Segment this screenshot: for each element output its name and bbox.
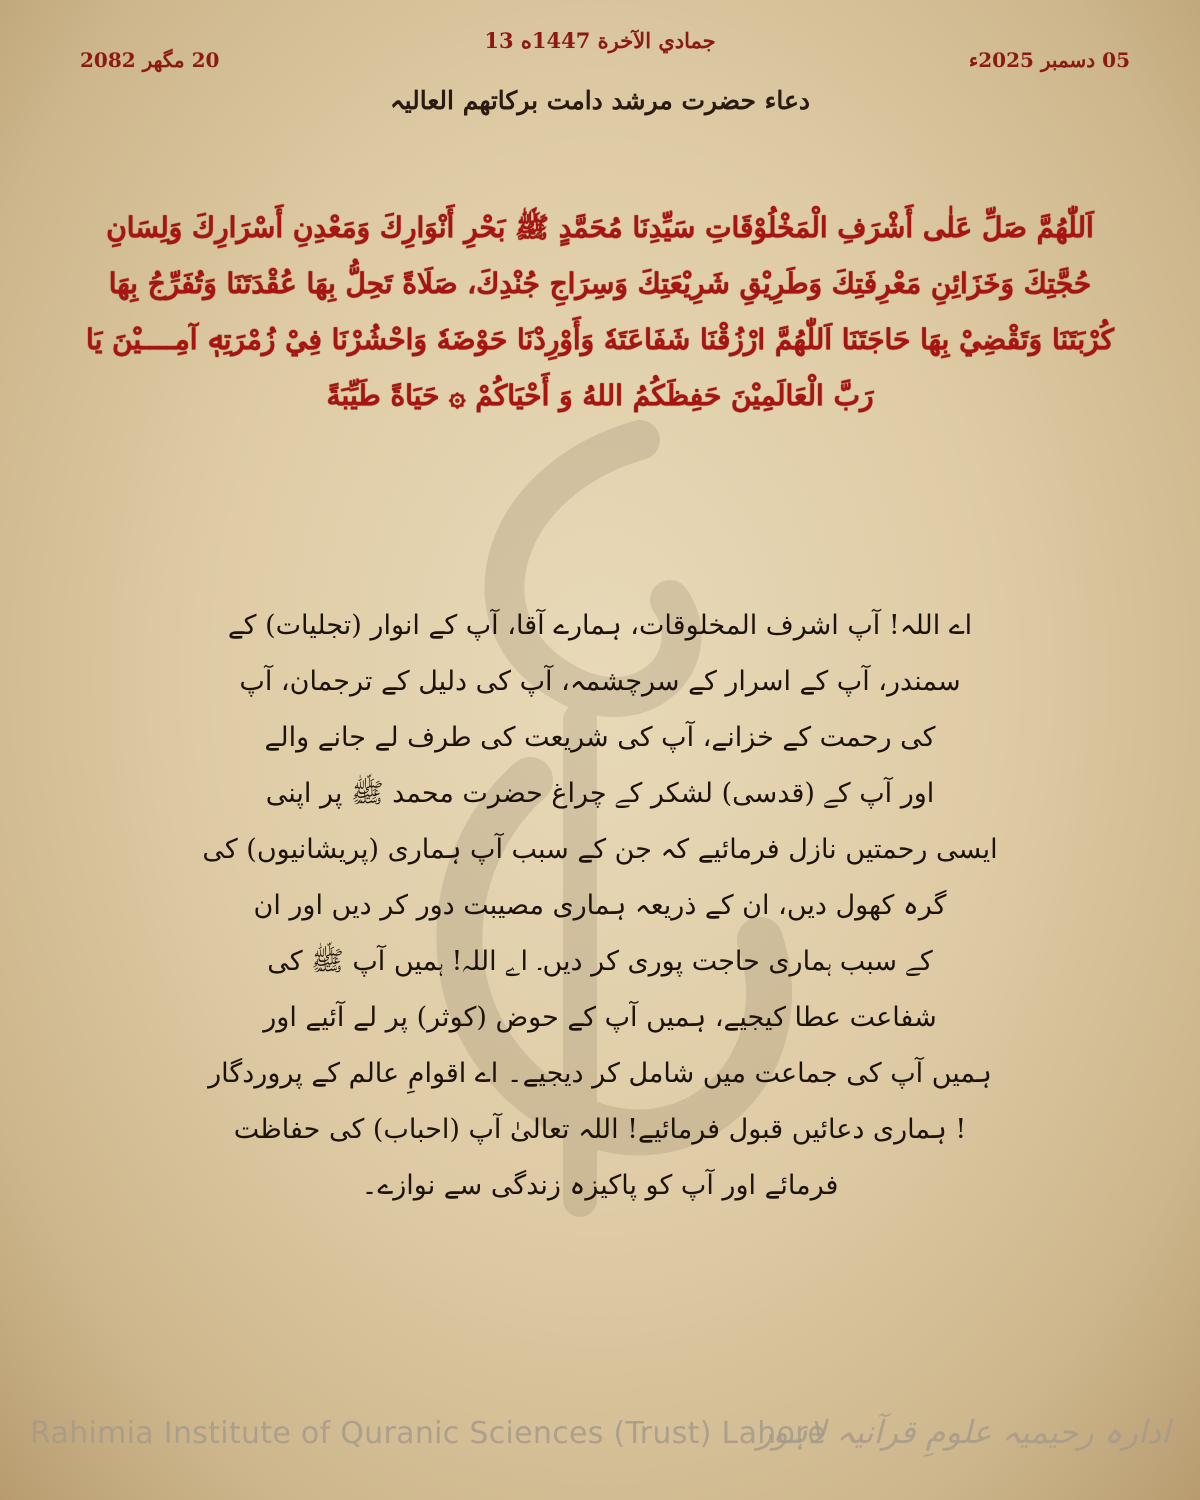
page-title: دعاء حضرت مرشد دامت برکاتھم العالیہ bbox=[389, 86, 811, 115]
translation-line: گرہ کھول دیں، ان کے ذریعہ ہماری مصیبت دور کر دیں اور ان bbox=[253, 890, 947, 921]
institute-name-english: Rahimia Institute of Quranic Sciences (Trust) Lahore bbox=[30, 1416, 826, 1451]
translation-line: کے سبب ہماری حاجت پوری کر دیں۔ اے اللہ! ہمیں آپ ﷺ کی bbox=[267, 946, 933, 977]
translation-line: ! ہماری دعائیں قبول فرمائیے! اللہ تعالیٰ آپ (احباب) کی حفاظت bbox=[233, 1114, 967, 1145]
translation-line: کی رحمت کے خزانے، آپ کی شریعت کی طرف لے جانے والے bbox=[264, 722, 936, 753]
hijri-date: 13 جمادي الآخرة 1447ه bbox=[484, 28, 716, 53]
institute-name-urdu: ادارہ رحیمیہ علومِ قرآنیہ لاہور bbox=[757, 1413, 1170, 1451]
bikrami-date: 20 مگھر 2082 bbox=[80, 48, 220, 72]
translation-line: سمندر، آپ کے اسرار کے سرچشمہ، آپ کی دلیل کے ترجمان، آپ bbox=[239, 666, 961, 697]
translation-line: فرمائے اور آپ کو پاکیزہ زندگی سے نوازے۔ bbox=[361, 1170, 839, 1201]
translation-line: اے اللہ! آپ اشرف المخلوقات، ہمارے آقا، آپ کے انوار (تجلیات) کے bbox=[227, 610, 973, 641]
arabic-dua-text: اَللّٰهُمَّ صَلِّ عَلٰى أَشْرَفِ الْمَخْلُوْقَاتِ سَيِّدِنَا مُحَمَّدٍ ﷺ بَحْرِ أَنْوَارِكَ وَمَعْدِنِ أَسْرَارِكَ وَلِسَانِ حُجَّتِكَ وَخَزَائِنِ مَعْرِفَتِكَ وَطَرِيْقِ شَرِيْعَتِكَ وَسِرَاجِ جُنْدِكَ، صَلَاةً تَحِلُّ بِهَا عُقْدَتَنَا وَتُفَرِّجُ بِهَا كُرْبَتَنَا وَتَقْضِيْ بِهَا حَاجَتَنَا اَللّٰهُمَّ ارْزُقْنَا شَفَاعَتَهٗ وَأَوْرِدْنَا حَوْضَهٗ وَاحْشُرْنَا فِيْ زُمْرَتِهٖ آمِــــيْنَ يَا رَبَّ الْعَالَمِيْنَ حَفِظَكُمُ اللهُ وَ أَحْيَاكُمْ ۞ حَيَاةً طَيِّبَةً bbox=[86, 211, 1114, 412]
translation-line: ایسی رحمتیں نازل فرمائیے کہ جن کے سبب آپ ہماری (پریشانیوں) کی bbox=[202, 834, 998, 865]
translation-line: ہمیں آپ کی جماعت میں شامل کر دیجیے۔ اے اقوامِ عالم کے پروردگار bbox=[208, 1058, 992, 1089]
urdu-translation bbox=[160, 598, 1040, 1214]
translation-line: شفاعت عطا کیجیے، ہمیں آپ کے حوض (کوثر) پر لے آئیے اور bbox=[263, 1002, 937, 1033]
translation-line: اور آپ کے (قدسی) لشکر کے چراغ حضرت محمد ﷺ پر اپنی bbox=[265, 778, 935, 809]
gregorian-date: 05 دسمبر 2025ء bbox=[968, 48, 1130, 72]
